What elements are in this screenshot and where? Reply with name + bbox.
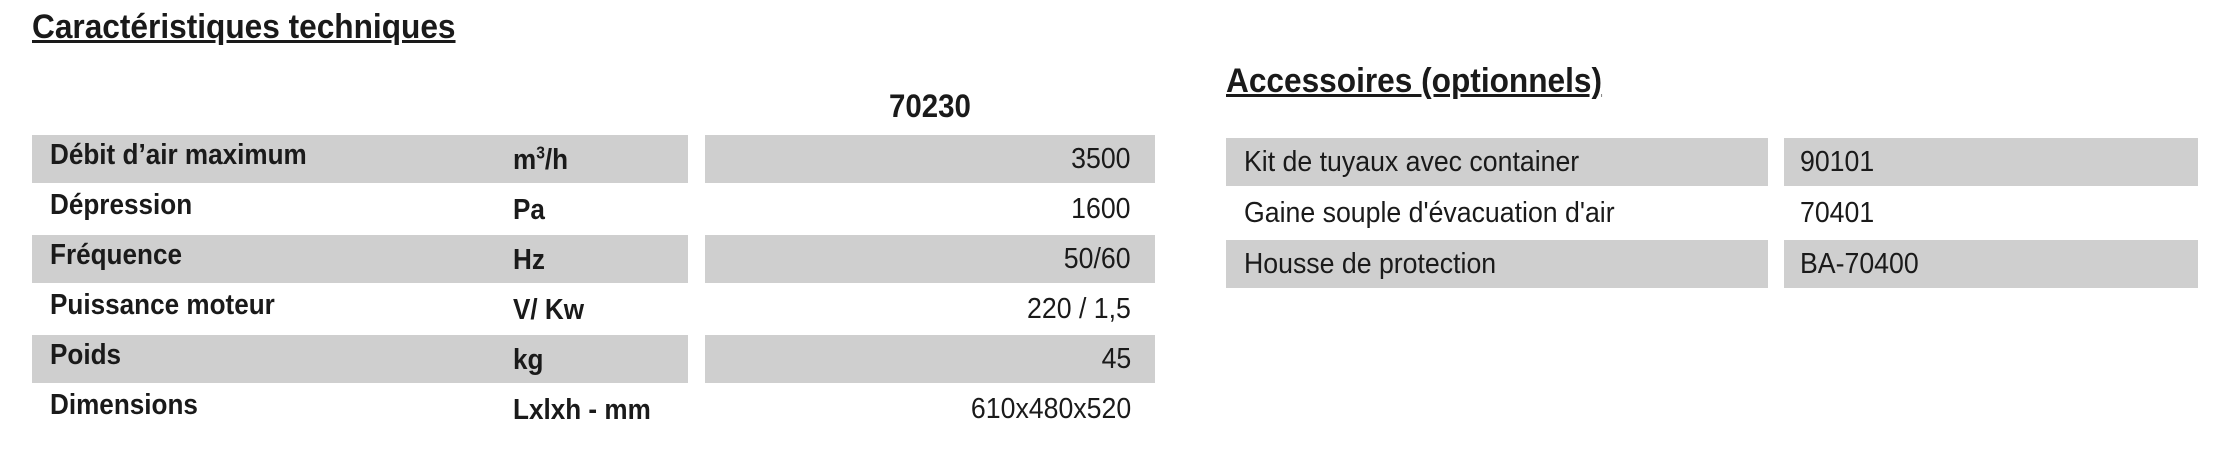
- spec-value-frequency: 50/60: [1064, 243, 1131, 275]
- spec-value-weight: 45: [1101, 343, 1131, 375]
- spec-unit-depression: Pa: [513, 194, 545, 226]
- spec-value-power: 220 / 1,5: [1027, 293, 1131, 325]
- table-row: [1226, 138, 2198, 189]
- accessory-name: Gaine souple d'évacuation d'air: [1244, 197, 1615, 229]
- accessory-ref: BA-70400: [1800, 248, 1919, 280]
- spec-value-airflow: 3500: [1071, 143, 1131, 175]
- spec-label-power: Puissance moteur: [50, 289, 275, 321]
- spec-unit-airflow: $m^3/h$: [513, 142, 569, 176]
- accessory-ref: 90101: [1800, 146, 1875, 178]
- spec-value-dimensions: 610x480x520: [970, 393, 1131, 425]
- table-row: [32, 285, 1155, 335]
- accessory-name: Kit de tuyaux avec container: [1244, 146, 1580, 178]
- table-row: [32, 385, 1155, 435]
- table-row: [32, 335, 1155, 385]
- spec-value-depression: 1600: [1071, 193, 1131, 225]
- accessories-title: Accessoires (optionnels): [1226, 62, 1603, 100]
- spec-label-airflow: Débit d’air maximum: [50, 139, 307, 171]
- accessory-name: Housse de protection: [1244, 248, 1497, 280]
- table-row: [32, 235, 1155, 285]
- accessory-ref: 70401: [1800, 197, 1875, 229]
- table-row: [1226, 240, 2198, 291]
- specs-table: [32, 135, 1155, 435]
- spec-label-depression: Dépression: [50, 189, 193, 221]
- spec-label-dimensions: Dimensions: [50, 389, 198, 421]
- table-row: [32, 135, 1155, 185]
- spec-unit-weight: kg: [513, 344, 544, 376]
- spec-label-weight: Poids: [50, 339, 122, 371]
- spec-unit-frequency: Hz: [513, 244, 545, 276]
- model-number-header: 70230: [889, 88, 971, 124]
- table-row: [1226, 189, 2198, 240]
- spec-label-frequency: Fréquence: [50, 239, 183, 271]
- spec-unit-dimensions: Lxlxh - mm: [513, 394, 651, 426]
- page-title: Caractéristiques techniques: [32, 8, 456, 46]
- spec-unit-power: V/ Kw: [513, 294, 585, 326]
- accessories-table: [1226, 138, 2198, 291]
- table-row: [32, 185, 1155, 235]
